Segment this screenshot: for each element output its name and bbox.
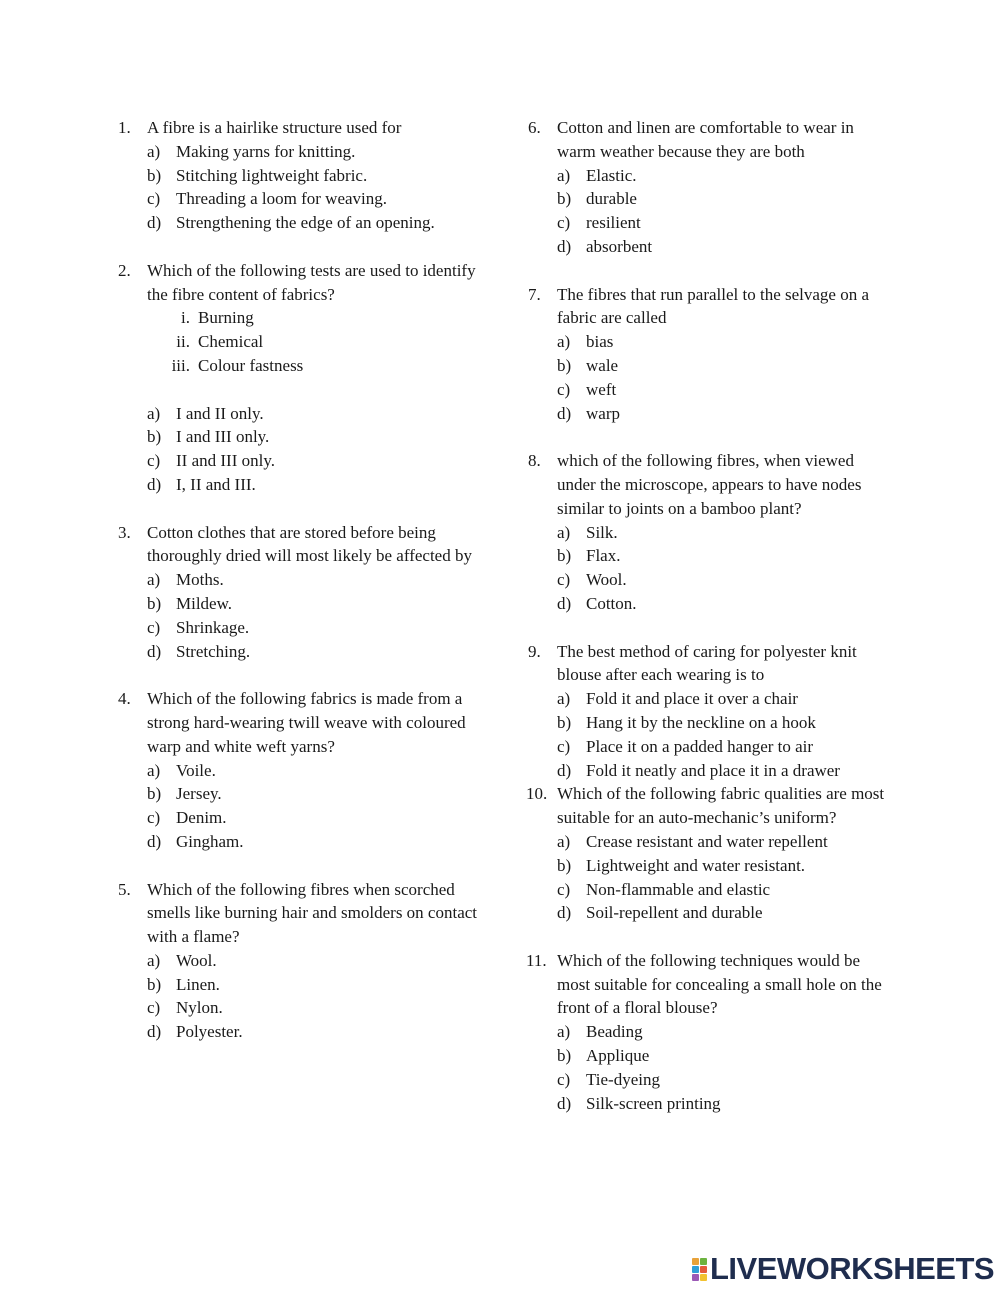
question-text: Which of the following fabrics is made from a strong hard-wearing twill weave with coloured warp and white weft yarns? bbox=[147, 689, 466, 756]
option[interactable]: c) Wool. bbox=[557, 570, 627, 590]
question-2 bbox=[118, 259, 478, 497]
option[interactable]: a) bias bbox=[557, 332, 614, 352]
option[interactable]: c) Shrinkage. bbox=[147, 617, 250, 637]
option[interactable]: c) Nylon. bbox=[147, 998, 223, 1018]
option[interactable]: d) Polyester. bbox=[147, 1022, 243, 1042]
question-6 bbox=[528, 116, 888, 259]
option[interactable]: a) Silk. bbox=[557, 522, 618, 542]
option[interactable]: a) Wool. bbox=[147, 950, 217, 970]
question-number: 8. bbox=[528, 451, 541, 471]
logo-text: LIVEWORKSHEETS bbox=[710, 1251, 995, 1286]
option[interactable]: b) wale bbox=[557, 355, 619, 375]
option[interactable]: d) Soil-repellent and durable bbox=[557, 903, 763, 923]
option[interactable]: d) Fold it neatly and place it in a drawer bbox=[557, 760, 840, 780]
option[interactable]: a) Fold it and place it over a chair bbox=[557, 689, 798, 709]
question-1 bbox=[118, 116, 478, 235]
question-number: 7. bbox=[528, 284, 541, 304]
option[interactable]: a) Making yarns for knitting. bbox=[147, 141, 356, 161]
question-7 bbox=[528, 283, 888, 426]
option[interactable]: b) Jersey. bbox=[147, 784, 222, 804]
question-text: Which of the following techniques would be most suitable for concealing a small hole on the front of a floral blouse? bbox=[557, 950, 882, 1018]
question-number: 6. bbox=[528, 118, 541, 137]
question-number: 5. bbox=[118, 879, 131, 899]
option[interactable]: d) absorbent bbox=[557, 236, 653, 256]
question-11 bbox=[528, 949, 888, 1116]
option[interactable]: c) weft bbox=[557, 379, 617, 399]
right-column bbox=[528, 116, 888, 1139]
statement: ii. Chemical bbox=[176, 332, 264, 352]
option[interactable]: a) Moths. bbox=[147, 570, 224, 590]
option[interactable]: d) warp bbox=[557, 403, 620, 423]
option[interactable]: c) Non-flammable and elastic bbox=[557, 879, 771, 899]
option[interactable]: a) I and II only. bbox=[147, 403, 264, 423]
question-9 bbox=[528, 640, 888, 783]
statement: i. Burning bbox=[181, 308, 254, 328]
question-number: 11. bbox=[526, 950, 547, 970]
question-number: 2. bbox=[118, 260, 131, 280]
option[interactable]: c) Place it on a padded hanger to air bbox=[557, 736, 814, 756]
statement: iii. Colour fastness bbox=[171, 355, 304, 375]
option[interactable]: b) Linen. bbox=[147, 974, 220, 994]
question-text: Which of the following fabric qualities are most suitable for an auto-mechanic’s uniform? bbox=[557, 784, 885, 828]
option[interactable]: b) I and III only. bbox=[147, 427, 270, 447]
option[interactable]: c) resilient bbox=[557, 213, 641, 233]
question-5 bbox=[118, 878, 478, 1045]
question-text: The fibres that run parallel to the selvage on a fabric are called bbox=[557, 284, 870, 328]
option[interactable]: a) Elastic. bbox=[557, 165, 637, 185]
liveworksheets-logo-icon bbox=[692, 1258, 707, 1281]
option[interactable]: a) Beading bbox=[557, 1022, 643, 1042]
option[interactable]: c) Threading a loom for weaving. bbox=[147, 189, 388, 209]
option[interactable]: d) Gingham. bbox=[147, 831, 244, 851]
spacer bbox=[118, 378, 478, 402]
option[interactable]: a) Voile. bbox=[147, 760, 216, 780]
question-number: 3. bbox=[118, 522, 131, 542]
option[interactable]: d) I, II and III. bbox=[147, 474, 256, 494]
option[interactable]: b) Flax. bbox=[557, 546, 621, 566]
question-text: Cotton clothes that are stored before being thoroughly dried will most likely be affected by bbox=[147, 522, 472, 566]
option[interactable]: b) Stitching lightweight fabric. bbox=[147, 165, 368, 185]
question-number: 1. bbox=[118, 118, 131, 137]
question-3 bbox=[118, 521, 478, 664]
question-text: Cotton and linen are comfortable to wear in warm weather because they are both bbox=[557, 118, 854, 161]
question-text: The best method of caring for polyester knit blouse after each wearing is to bbox=[557, 641, 857, 685]
question-number: 10. bbox=[526, 784, 548, 804]
option[interactable]: b) Hang it by the neckline on a hook bbox=[557, 712, 816, 732]
question-number: 4. bbox=[118, 689, 131, 709]
option[interactable]: b) durable bbox=[557, 189, 637, 209]
option[interactable]: c) Tie-dyeing bbox=[557, 1069, 660, 1089]
question-4 bbox=[118, 687, 478, 854]
option[interactable]: d) Stretching. bbox=[147, 641, 251, 661]
option[interactable]: b) Applique bbox=[557, 1046, 650, 1066]
option[interactable]: d) Strengthening the edge of an opening. bbox=[147, 213, 435, 233]
question-8 bbox=[528, 449, 888, 616]
option[interactable]: b) Mildew. bbox=[147, 593, 233, 613]
option[interactable]: b) Lightweight and water resistant. bbox=[557, 855, 806, 875]
option[interactable]: c) Denim. bbox=[147, 808, 227, 828]
option[interactable]: c) II and III only. bbox=[147, 451, 275, 471]
question-10 bbox=[528, 782, 888, 925]
question-text: Which of the following fibres when scorched smells like burning hair and smolders on contact with a flame? bbox=[147, 879, 478, 947]
option[interactable]: d) Silk-screen printing bbox=[557, 1093, 721, 1113]
option[interactable]: a) Crease resistant and water repellent bbox=[557, 831, 828, 851]
question-text: A fibre is a hairlike structure used for bbox=[147, 118, 402, 137]
question-text: which of the following fibres, when viewed under the microscope, appears to have nodes similar to joints on a bamboo plant? bbox=[557, 451, 862, 518]
left-column bbox=[118, 116, 478, 1068]
liveworksheets-logo[interactable] bbox=[692, 1251, 995, 1286]
question-text: Which of the following tests are used to identify the fibre content of fabrics? bbox=[147, 260, 476, 304]
option[interactable]: d) Cotton. bbox=[557, 593, 637, 613]
question-number: 9. bbox=[528, 641, 541, 661]
